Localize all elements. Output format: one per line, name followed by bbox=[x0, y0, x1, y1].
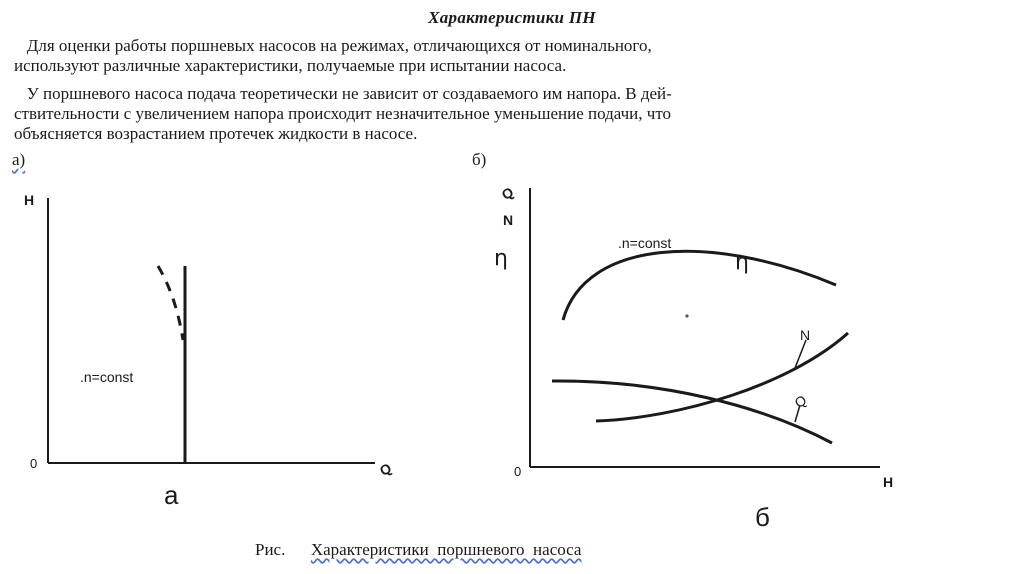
caption-prefix: Рис. bbox=[255, 540, 286, 559]
panel-a-y-axis-label: H bbox=[24, 192, 35, 208]
eta-symbol-left: η bbox=[494, 246, 508, 271]
panel-a-plot bbox=[48, 198, 375, 463]
panel-b-origin: 0 bbox=[514, 464, 522, 479]
paragraph-intro: Для оценки работы поршневых насосов на режимах, отличающихся от номинального, используют различные характеристики, получаемые при испытании насоса. bbox=[14, 36, 652, 75]
panel-b-y-axis-label-Q: Q bbox=[498, 183, 517, 203]
panel-b-Q-label: Q bbox=[791, 391, 810, 411]
panel-b-efficiency-curve bbox=[563, 251, 836, 320]
figure-caption bbox=[255, 540, 581, 560]
panel-b-flow-curve bbox=[552, 381, 832, 443]
panel-b-plot bbox=[530, 188, 880, 467]
panel-b-stray-dot bbox=[685, 314, 688, 317]
panel-b-big-label: б bbox=[755, 502, 770, 532]
panel-b-y-axis-label-N: N bbox=[503, 212, 514, 228]
panel-a-curve-label: .n=const bbox=[80, 369, 134, 385]
panel-b-N-label: N bbox=[800, 327, 811, 343]
caption-text: Характеристики поршневого насоса bbox=[310, 540, 582, 559]
panel-a-sublabel: а) bbox=[12, 150, 26, 169]
panel-a-origin: 0 bbox=[30, 456, 38, 471]
panel-b-power-curve bbox=[596, 333, 848, 421]
panel-b-sublabel: б) bbox=[472, 150, 487, 169]
panel-a-x-axis-label: Q bbox=[376, 459, 395, 479]
panel-b-curve-label: .n=const bbox=[618, 235, 672, 251]
paragraph-explanation: У поршневого насоса подача теоретически не зависит от создаваемого им напора. В дей- ствительности с увеличением напора происходит незначительное уменьшение подачи, что объясняется возрастанием протечек жидкости в насосе. bbox=[14, 84, 672, 143]
slide-title: Характеристики ПН bbox=[428, 8, 596, 27]
panel-a-actual-dashed-curve bbox=[158, 266, 183, 340]
panel-b-x-axis-label: H bbox=[883, 474, 894, 490]
eta-symbol-right: η bbox=[735, 250, 749, 275]
panel-a-big-label: а bbox=[164, 480, 179, 510]
